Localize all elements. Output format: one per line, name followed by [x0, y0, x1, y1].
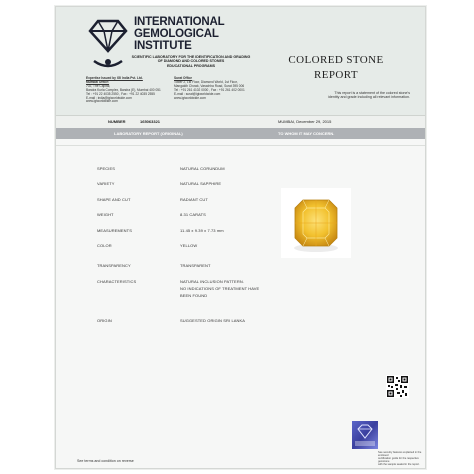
security-note-line2: certification guide for the respective gemstone: [378, 457, 419, 464]
institute-tagline: [116, 55, 266, 68]
field-value-transparency: TRANSPARENT: [180, 263, 211, 268]
field-label-transparency: TRANSPARENCY: [97, 263, 131, 268]
field-value-shape-cut: RADIANT CUT: [180, 197, 208, 202]
report-title-line1: COLORED STONE: [288, 54, 384, 66]
address-line: www.igiworldwide.com: [174, 95, 206, 100]
certificate: [55, 6, 426, 469]
field-label-weight: WEIGHT: [97, 212, 114, 217]
institute-name-line1: INTERNATIONAL: [134, 16, 225, 28]
address-line: www.igiworldwide.com: [86, 99, 118, 104]
report-description-line2: identity and grade including all relevant information.: [328, 95, 410, 100]
report-number-value: 165063321: [140, 119, 161, 124]
field-value-characteristics: NATURAL INCLUSION PATTERN.: [180, 279, 245, 284]
field-label-variety: VARIETY: [97, 181, 115, 186]
report-description: [270, 91, 410, 100]
address-heading: Surat Office: [174, 76, 193, 80]
gemstone-image: [281, 188, 351, 258]
field-label-origin: ORIGIN: [97, 318, 112, 323]
address-line: Tower 2, 1st Floor, Diamond World, 1st Floor,: [174, 79, 238, 84]
report-title-line2: REPORT: [314, 69, 358, 81]
terms-note: See terms and condition on reverse: [77, 459, 134, 463]
surat-office-address: [174, 77, 260, 100]
security-note-line3: with the sample sealed in the report.: [378, 463, 420, 467]
field-value-color: YELLOW: [180, 243, 198, 248]
laboratory-report-bar: [56, 128, 425, 139]
address-line: Tel : +91 261 4102 0000 , Fax : +91 261 402 0001: [174, 87, 245, 92]
field-value-characteristics-line3: BEEN FOUND: [180, 293, 208, 298]
address-line: E-mail : india@igiworldwide.com: [86, 95, 132, 100]
field-value-species: NATURAL CORUNDUM: [180, 166, 225, 171]
to-whom-concern: TO WHOM IT MAY CONCERN.: [278, 131, 335, 136]
field-value-variety: NATURAL SAPPHIRE: [180, 181, 222, 186]
address-line: E-mail : surat@igiworldwide.com: [174, 91, 221, 96]
report-number-row: [56, 115, 425, 128]
field-value-weight: 8.31 CARATS: [180, 212, 206, 217]
field-label-shape-cut: SHAPE AND CUT: [97, 197, 131, 202]
field-value-measurements: 11.45 x 9.39 x 7.73 mm: [180, 228, 224, 233]
report-number-label: NUMBER: [108, 119, 126, 124]
address-line: Bandra Kurla Complex, Bandra (E), Mumbai 400 051: [86, 87, 161, 92]
qr-code-icon: [386, 375, 409, 398]
laboratory-report-label: LABORATORY REPORT (ORIGINAL): [114, 131, 183, 136]
field-label-species: SPECIES: [97, 166, 116, 171]
report-description-line1: This report is a statement of the colored stone's: [334, 91, 410, 95]
institute-name-line3: INSTITUTE: [134, 40, 192, 52]
tagline-line1: SCIENTIFIC LABORATORY FOR THE IDENTIFICATION AND GRADING: [131, 55, 251, 59]
divider: [56, 145, 425, 146]
institute-name: [134, 16, 224, 52]
field-label-measurements: MEASUREMENTS: [97, 228, 132, 233]
mumbai-office-address: [86, 77, 176, 104]
tagline-line3: EDUCATIONAL PROGRAMS: [167, 63, 215, 68]
tagline-line2: OF DIAMOND AND COLORED STONES: [157, 59, 225, 64]
address-line: Mangaldh Chowk, Varachha Road, Surat 395 006: [174, 83, 245, 88]
field-value-origin: SUGGESTED ORIGIN SRI LANKA: [180, 318, 246, 323]
field-value-characteristics-line2: NO INDICATIONS OF TREATMENT HAVE: [180, 286, 260, 291]
security-note-line1: See security features explained in the enclosed: [378, 451, 422, 458]
institute-name-line2: GEMOLOGICAL: [134, 28, 219, 40]
field-label-characteristics: CHARACTERISTICS: [97, 279, 137, 284]
report-date: MUMBAI, December 29, 2015: [278, 119, 332, 124]
hologram-seal-icon: [352, 421, 378, 449]
address-subheading: Mumbai Office:: [86, 79, 110, 84]
address-line: 702, The Capital,: [86, 83, 111, 88]
security-note: [378, 451, 424, 466]
field-label-color: COLOR: [97, 243, 112, 248]
address-line: Tel : +91 22 4035 2550 , Fax : +91 22 4035 2555: [86, 91, 155, 96]
gemstone-photo: [281, 188, 351, 258]
address-heading: Expertise Issued by IGI India Pvt. Ltd.: [86, 76, 143, 80]
